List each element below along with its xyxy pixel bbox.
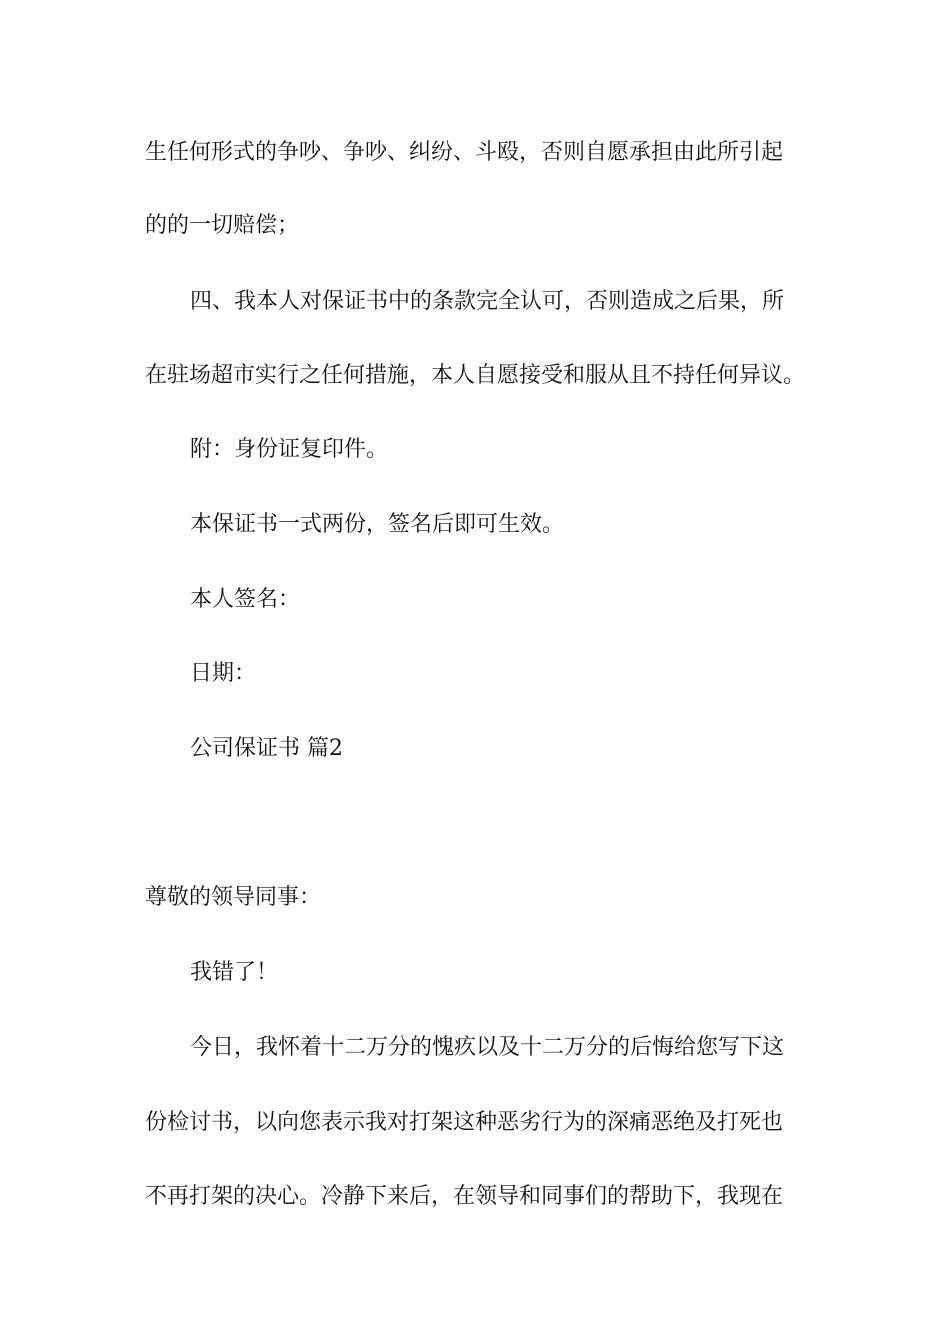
paragraph-line: 的的一切赔偿；: [145, 213, 300, 238]
paragraph-line: 不再打架的决心。冷静下来后，在领导和同事们的帮助下，我现在: [145, 1184, 784, 1209]
paragraph-line: 附：身份证复印件。: [190, 437, 389, 462]
paragraph-line: 份检讨书，以向您表示我对打架这种恶劣行为的深痛恶绝及打死也: [145, 1110, 784, 1135]
paragraph-line: 我错了！: [190, 960, 279, 985]
paragraph-line: 本保证书一式两份，签名后即可生效。: [190, 512, 565, 537]
paragraph-line: 在驻场超市实行之任何措施，本人自愿接受和服从且不持任何异议。: [145, 363, 806, 388]
section-heading: 公司保证书 篇2: [190, 736, 343, 761]
signature-label: 本人签名：: [190, 587, 301, 612]
paragraph-line: 生任何形式的争吵、争吵、纠纷、斗殴，否则自愿承担由此所引起: [145, 140, 784, 165]
date-label: 日期：: [190, 661, 257, 686]
salutation: 尊敬的领导同事：: [145, 885, 322, 910]
paragraph-line: 今日，我怀着十二万分的愧疚以及十二万分的后悔给您写下这: [190, 1035, 785, 1060]
paragraph-line: 四、我本人对保证书中的条款完全认可，否则造成之后果，所: [190, 289, 785, 314]
